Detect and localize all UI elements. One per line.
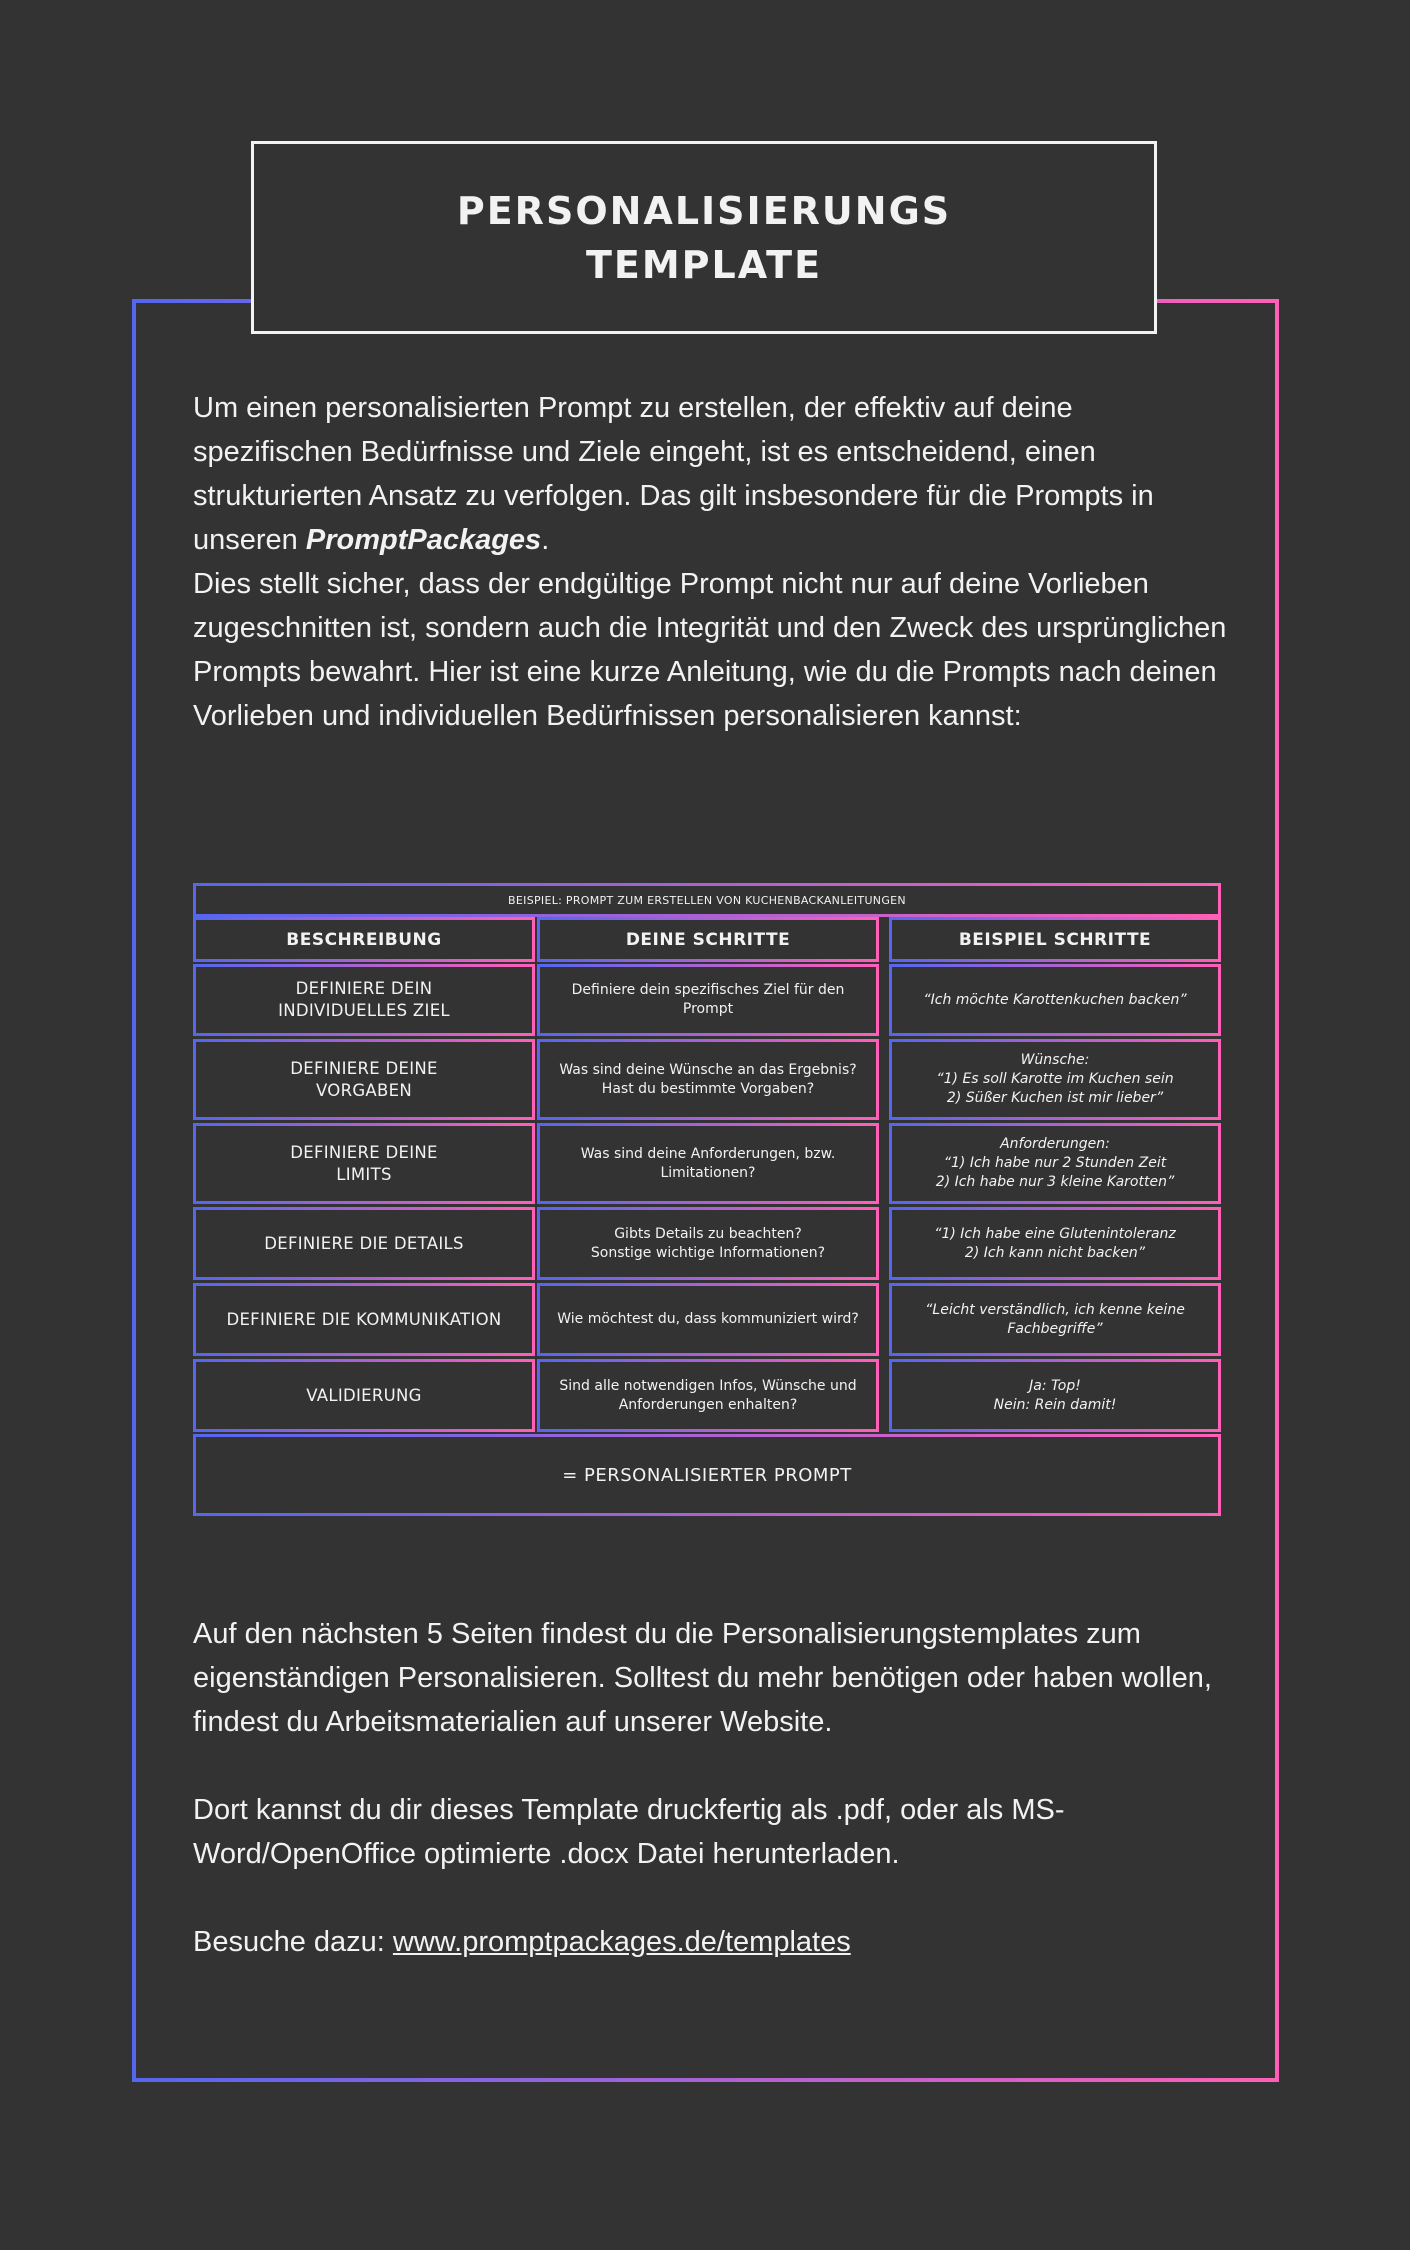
row1-deine-schritte: Definiere dein spezifisches Ziel für den Prompt <box>571 982 845 1017</box>
row5-deine-schritte: Wie möchtest du, dass kommuniziert wird? <box>557 1311 859 1327</box>
visit-label: Besuche dazu: <box>193 1926 393 1958</box>
row4-beschreibung: DEFINIERE DIE DETAILS <box>264 1233 464 1253</box>
result-row: = PERSONALISIERTER PROMPT <box>562 1464 852 1486</box>
row3-beispiel: Anforderungen: “1) Ich habe nur 2 Stunden Zeit 2) Ich habe nur 3 kleine Karotten” <box>935 1136 1175 1190</box>
intro-text <box>193 386 1233 738</box>
row5-beispiel: “Leicht verständlich, ich kenne keine Fachbegriffe” <box>925 1301 1185 1337</box>
brand-name: PromptPackages <box>305 524 542 556</box>
templates-link[interactable]: www.promptpackages.de/templates <box>392 1926 851 1958</box>
row3-beschreibung: DEFINIERE DEINE LIMITS <box>290 1142 438 1184</box>
row3-deine-schritte: Was sind deine Anforderungen, bzw. Limitationen? <box>580 1145 836 1181</box>
header-beispiel-schritte: BEISPIEL SCHRITTE <box>958 929 1152 950</box>
intro-paragraph-2: Dies stellt sicher, dass der endgültige Prompt nicht nur auf deine Vorlieben zugeschnitten ist, sondern auch die Integrität und den Zweck des ursprünglichen Prompts bewahrt. Hier ist eine kurze Anleitung, wie du die Prompts nach deinen Vorlieben und individuellen Bedürfnissen personalisieren kannst: <box>193 568 1227 732</box>
title-line-2: TEMPLATE <box>585 242 823 287</box>
intro-part-2: . <box>541 524 550 556</box>
row6-deine-schritte: Sind alle notwendigen Infos, Wünsche und Anforderungen enhalten? <box>559 1377 857 1413</box>
row1-beispiel: “Ich möchte Karottenkuchen backen” <box>923 991 1187 1008</box>
title-line-1: PERSONALISIERUNGS <box>456 188 952 233</box>
row2-deine-schritte: Was sind deine Wünsche an das Ergebnis? Hast du bestimmte Vorgaben? <box>559 1061 857 1097</box>
row2-beschreibung: DEFINIERE DEINE VORGABEN <box>290 1058 438 1100</box>
outro-paragraph-1: Auf den nächsten 5 Seiten findest du die Personalisierungstemplates zum eigenständigen Personalisieren. Solltest du mehr benötigen oder haben wollen, findest du Arbeitsmaterialien auf unserer Website. <box>193 1618 1212 1738</box>
intro-paragraph-1 <box>193 386 1233 562</box>
outro-paragraph-2: Dort kannst du dir dieses Template druckfertig als .pdf, oder als MS-Word/OpenOffice optimierte .docx Datei herunterladen. <box>193 1794 1065 1870</box>
title-box <box>251 141 1157 334</box>
header-beschreibung: BESCHREIBUNG <box>286 929 442 950</box>
intro-part-1: Um einen personalisierten Prompt zu erstellen, der effektiv auf deine spezifischen Bedürfnisse und Ziele eingeht, ist es entscheidend, einen strukturierten Ansatz zu verfolgen. Das gilt insbesondere für die Prompts in unseren <box>193 392 1154 556</box>
row1-beschreibung: DEFINIERE DEIN INDIVIDUELLES ZIEL <box>278 979 450 1020</box>
row6-beschreibung: VALIDIERUNG <box>306 1385 422 1405</box>
row6-beispiel: Ja: Top! Nein: Rein damit! <box>993 1377 1117 1413</box>
outro-text <box>193 1612 1233 2008</box>
row4-deine-schritte: Gibts Details zu beachten? Sonstige wichtige Informationen? <box>590 1225 826 1261</box>
row5-beschreibung: DEFINIERE DIE KOMMUNIKATION <box>226 1309 502 1329</box>
header-deine-schritte: DEINE SCHRITTE <box>625 929 791 950</box>
row2-beispiel: Wünsche: “1) Es soll Karotte im Kuchen sein 2) Süßer Kuchen ist mir lieber” <box>936 1052 1174 1106</box>
row4-beispiel: “1) Ich habe eine Glutenintoleranz 2) Ich kann nicht backen” <box>934 1225 1176 1261</box>
outro-paragraph-3 <box>193 1920 1233 1964</box>
table-caption: BEISPIEL: PROMPT ZUM ERSTELLEN VON KUCHENBACKANLEITUNGEN <box>508 893 906 907</box>
